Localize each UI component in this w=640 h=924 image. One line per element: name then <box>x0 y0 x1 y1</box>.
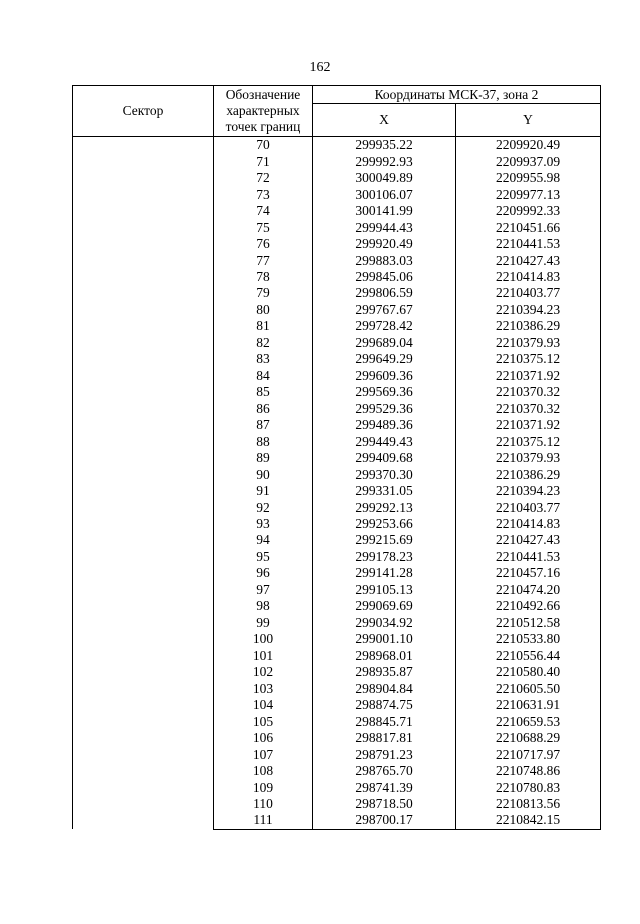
x-cell: 300141.99 <box>313 203 456 219</box>
y-cell: 2209992.33 <box>456 203 601 219</box>
point-cell: 103 <box>214 680 313 696</box>
sector-cell <box>73 137 214 830</box>
x-cell: 298845.71 <box>313 713 456 729</box>
point-cell: 105 <box>214 713 313 729</box>
x-cell: 298700.17 <box>313 812 456 829</box>
header-point-line-3: точек границ <box>225 119 301 134</box>
table-body <box>73 137 601 830</box>
header-point-designation <box>214 86 313 137</box>
coordinates-table <box>72 85 601 830</box>
x-cell: 298935.87 <box>313 664 456 680</box>
x-cell: 298765.70 <box>313 763 456 779</box>
y-cell: 2210386.29 <box>456 318 601 334</box>
y-cell: 2210371.92 <box>456 417 601 433</box>
x-cell: 298904.84 <box>313 680 456 696</box>
point-cell: 86 <box>214 401 313 417</box>
x-cell: 299649.29 <box>313 351 456 367</box>
y-cell: 2210659.53 <box>456 713 601 729</box>
y-cell: 2210492.66 <box>456 598 601 614</box>
point-cell: 98 <box>214 598 313 614</box>
point-cell: 93 <box>214 516 313 532</box>
y-cell: 2209920.49 <box>456 137 601 154</box>
y-cell: 2210375.12 <box>456 351 601 367</box>
x-cell: 299935.22 <box>313 137 456 154</box>
x-cell: 298874.75 <box>313 697 456 713</box>
y-cell: 2210403.77 <box>456 499 601 515</box>
point-cell: 84 <box>214 368 313 384</box>
point-cell: 89 <box>214 450 313 466</box>
y-cell: 2210379.93 <box>456 450 601 466</box>
y-cell: 2210370.32 <box>456 401 601 417</box>
x-cell: 299215.69 <box>313 532 456 548</box>
x-cell: 299489.36 <box>313 417 456 433</box>
y-cell: 2210427.43 <box>456 252 601 268</box>
x-cell: 298718.50 <box>313 796 456 812</box>
x-cell: 299883.03 <box>313 252 456 268</box>
point-cell: 99 <box>214 615 313 631</box>
x-cell: 298741.39 <box>313 779 456 795</box>
y-cell: 2210580.40 <box>456 664 601 680</box>
x-cell: 299141.28 <box>313 565 456 581</box>
point-cell: 111 <box>214 812 313 829</box>
point-cell: 79 <box>214 285 313 301</box>
x-cell: 299806.59 <box>313 285 456 301</box>
point-cell: 72 <box>214 170 313 186</box>
point-cell: 80 <box>214 302 313 318</box>
x-cell: 299253.66 <box>313 516 456 532</box>
page-number: 162 <box>309 60 331 75</box>
x-cell: 299920.49 <box>313 236 456 252</box>
y-cell: 2210474.20 <box>456 582 601 598</box>
x-cell: 298968.01 <box>313 648 456 664</box>
x-cell: 299767.67 <box>313 302 456 318</box>
point-cell: 87 <box>214 417 313 433</box>
x-cell: 299569.36 <box>313 384 456 400</box>
header-point-line-1: Обозначение <box>225 87 301 102</box>
point-cell: 95 <box>214 549 313 565</box>
y-cell: 2210370.32 <box>456 384 601 400</box>
point-cell: 74 <box>214 203 313 219</box>
x-cell: 299845.06 <box>313 269 456 285</box>
header-x: X <box>313 104 456 137</box>
y-cell: 2210533.80 <box>456 631 601 647</box>
x-cell: 299689.04 <box>313 335 456 351</box>
x-cell: 298791.23 <box>313 746 456 762</box>
y-cell: 2210631.91 <box>456 697 601 713</box>
x-cell: 299409.68 <box>313 450 456 466</box>
point-cell: 78 <box>214 269 313 285</box>
point-cell: 88 <box>214 433 313 449</box>
x-cell: 298817.81 <box>313 730 456 746</box>
x-cell: 299105.13 <box>313 582 456 598</box>
x-cell: 299728.42 <box>313 318 456 334</box>
y-cell: 2210427.43 <box>456 532 601 548</box>
point-cell: 91 <box>214 483 313 499</box>
point-cell: 101 <box>214 648 313 664</box>
x-cell: 299178.23 <box>313 549 456 565</box>
y-cell: 2210371.92 <box>456 368 601 384</box>
y-cell: 2210457.16 <box>456 565 601 581</box>
x-cell: 299001.10 <box>313 631 456 647</box>
point-cell: 77 <box>214 252 313 268</box>
y-cell: 2209937.09 <box>456 153 601 169</box>
point-cell: 90 <box>214 466 313 482</box>
y-cell: 2210605.50 <box>456 680 601 696</box>
x-cell: 299529.36 <box>313 401 456 417</box>
point-cell: 75 <box>214 219 313 235</box>
y-cell: 2210414.83 <box>456 269 601 285</box>
header-y: Y <box>456 104 601 137</box>
header-coordinates: Координаты МСК-37, зона 2 <box>313 86 601 104</box>
y-cell: 2210394.23 <box>456 483 601 499</box>
y-cell: 2209977.13 <box>456 186 601 202</box>
point-cell: 96 <box>214 565 313 581</box>
point-cell: 81 <box>214 318 313 334</box>
x-cell: 299292.13 <box>313 499 456 515</box>
y-cell: 2210512.58 <box>456 615 601 631</box>
x-cell: 299370.30 <box>313 466 456 482</box>
point-cell: 76 <box>214 236 313 252</box>
point-cell: 100 <box>214 631 313 647</box>
point-cell: 109 <box>214 779 313 795</box>
point-cell: 92 <box>214 499 313 515</box>
x-cell: 299944.43 <box>313 219 456 235</box>
y-cell: 2210813.56 <box>456 796 601 812</box>
y-cell: 2210441.53 <box>456 549 601 565</box>
point-cell: 97 <box>214 582 313 598</box>
header-point-line-2: характерных <box>226 103 300 118</box>
x-cell: 299609.36 <box>313 368 456 384</box>
y-cell: 2210556.44 <box>456 648 601 664</box>
y-cell: 2210403.77 <box>456 285 601 301</box>
x-cell: 299069.69 <box>313 598 456 614</box>
y-cell: 2210441.53 <box>456 236 601 252</box>
y-cell: 2210375.12 <box>456 433 601 449</box>
y-cell: 2210386.29 <box>456 466 601 482</box>
point-cell: 83 <box>214 351 313 367</box>
point-cell: 85 <box>214 384 313 400</box>
point-cell: 82 <box>214 335 313 351</box>
y-cell: 2210780.83 <box>456 779 601 795</box>
y-cell: 2210748.86 <box>456 763 601 779</box>
y-cell: 2210717.97 <box>456 746 601 762</box>
y-cell: 2210379.93 <box>456 335 601 351</box>
point-cell: 104 <box>214 697 313 713</box>
header-sector: Сектор <box>73 86 214 137</box>
x-cell: 300106.07 <box>313 186 456 202</box>
y-cell: 2210688.29 <box>456 730 601 746</box>
point-cell: 71 <box>214 153 313 169</box>
point-cell: 94 <box>214 532 313 548</box>
y-cell: 2210451.66 <box>456 219 601 235</box>
x-cell: 299034.92 <box>313 615 456 631</box>
point-cell: 110 <box>214 796 313 812</box>
point-cell: 108 <box>214 763 313 779</box>
table-row <box>73 137 601 154</box>
y-cell: 2210842.15 <box>456 812 601 829</box>
x-cell: 299331.05 <box>313 483 456 499</box>
point-cell: 107 <box>214 746 313 762</box>
point-cell: 73 <box>214 186 313 202</box>
point-cell: 106 <box>214 730 313 746</box>
point-cell: 102 <box>214 664 313 680</box>
y-cell: 2209955.98 <box>456 170 601 186</box>
point-cell: 70 <box>214 137 313 154</box>
x-cell: 299449.43 <box>313 433 456 449</box>
x-cell: 300049.89 <box>313 170 456 186</box>
x-cell: 299992.93 <box>313 153 456 169</box>
y-cell: 2210394.23 <box>456 302 601 318</box>
y-cell: 2210414.83 <box>456 516 601 532</box>
